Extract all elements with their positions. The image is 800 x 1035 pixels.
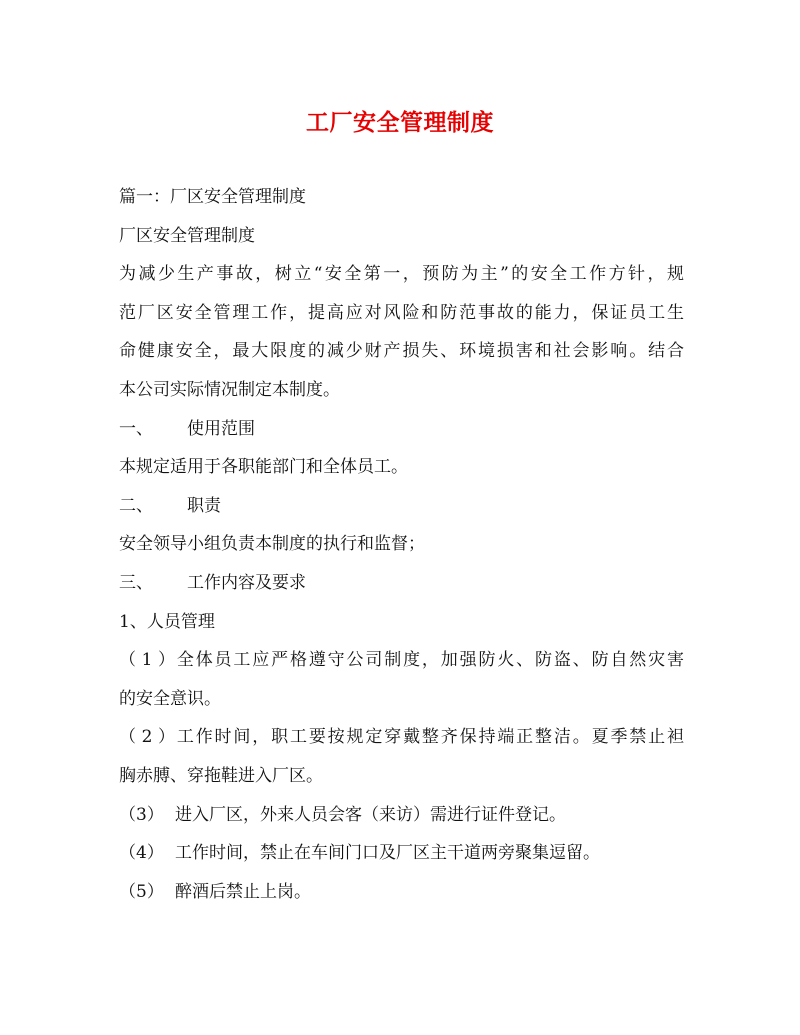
item-text: 醉酒后禁止上岗。: [175, 881, 311, 902]
item-number: （5）: [119, 881, 164, 902]
section-number: 一、: [119, 418, 153, 439]
item-text: 全体员工应严格遵守公司制度，加强防火、防盗、防自然灾害: [175, 650, 684, 671]
section-body: 本规定适用于各职能部门和全体员工。: [119, 457, 408, 478]
item-number: （4）: [119, 843, 164, 864]
intro-paragraph-line: 范厂区安全管理工作，提高应对风险和防范事故的能力，保证员工生: [119, 302, 684, 323]
item-text: 工作时间，职工要按规定穿戴整齐保持端正整洁。夏季禁止袒: [175, 727, 684, 748]
subsection-heading: 1、人员管理: [119, 611, 215, 632]
intro-paragraph-line: 为减少生产事故，树立“安全第一，预防为主”的安全工作方针，规: [119, 264, 684, 285]
chapter-heading: 篇一：厂区安全管理制度: [119, 187, 306, 207]
list-item: [119, 796, 684, 835]
list-item: [119, 641, 684, 680]
list-item: [119, 873, 684, 912]
section-heading: [119, 564, 684, 603]
list-item: [119, 834, 684, 873]
intro-paragraph-line: 命健康安全，最大限度的减少财产损失、环境损害和社会影响。结合: [119, 341, 684, 362]
list-item: [119, 718, 684, 757]
item-number: （1）: [119, 650, 175, 671]
section-title: 工作内容及要求: [187, 572, 306, 593]
section-number: 二、: [119, 495, 153, 516]
section-title: 职责: [187, 495, 221, 516]
item-text: 工作时间，禁止在车间门口及厂区主干道两旁聚集逗留。: [175, 843, 600, 864]
section-body: 安全领导小组负责本制度的执行和监督；: [119, 534, 425, 555]
section-heading: [119, 410, 684, 449]
section-number: 三、: [119, 572, 153, 593]
regulation-title: 厂区安全管理制度: [119, 225, 255, 246]
section-heading: [119, 487, 684, 526]
document-body: [119, 178, 684, 911]
intro-paragraph-line: 本公司实际情况制定本制度。: [119, 379, 340, 400]
list-item-continuation: 胸赤膊、穿拖鞋进入厂区。: [119, 765, 323, 786]
list-item-continuation: 的安全意识。: [119, 688, 221, 709]
item-number: （2）: [119, 727, 175, 748]
item-number: （3）: [119, 804, 164, 825]
item-text: 进入厂区，外来人员会客（来访）需进行证件登记。: [175, 804, 566, 825]
section-title: 使用范围: [187, 418, 255, 439]
document-title: 工厂安全管理制度: [306, 109, 494, 136]
